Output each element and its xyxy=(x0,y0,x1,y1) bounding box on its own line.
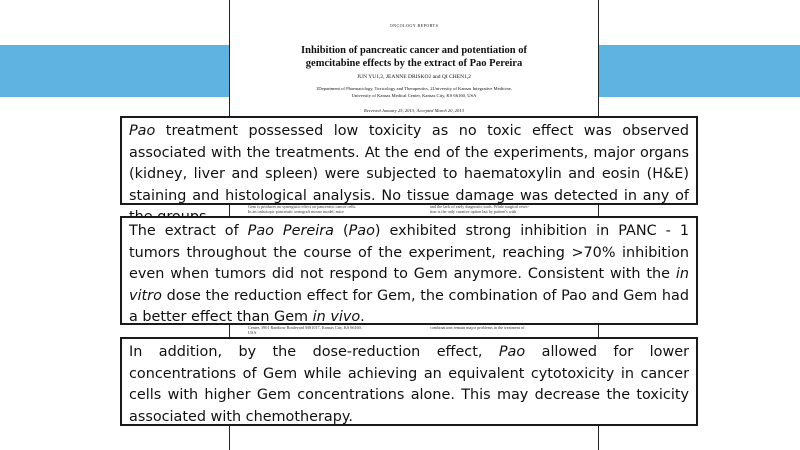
paper-affiliation xyxy=(284,85,544,99)
paper-authors: JUN YU1,2, JEANNE DRISKO2 and QI CHEN1,2 xyxy=(357,74,471,80)
paper-title-line-2: gemcitabine effects by the extract of Pao Pereira xyxy=(305,58,523,69)
box2-text-5: ) exhibited strong inhibition in PANC - 1 tumors throughout the course of the experiment, reaching >70% inhibition even when tumors did not respond to Gem anymore. Consistent with the xyxy=(129,223,689,282)
box2-text-7: dose the reduction effect for Gem, the combination of Pao and Gem had a better effect than Gem xyxy=(129,287,689,325)
box3-text-3: allowed for lower concentrations of Gem while achieving an equivalent cytotoxicity in cancer cells with higher Gem concentrations alone. This may decrease the toxicity associated with chemotherapy. xyxy=(129,344,689,425)
box1-italic-pao: Pao xyxy=(129,123,156,139)
paper-journal: ONCOLOGY REPORTS xyxy=(389,23,439,28)
paper-col-right-line-2: tion is the only curative option but by patient's with xyxy=(430,209,517,215)
box2-italic-in-vivo: in vivo xyxy=(312,309,361,325)
paper-col-left-line-2: In an orthotopic pancreatic xenograft mouse model, mice xyxy=(248,209,344,215)
paper-title-line-1: Inhibition of pancreatic cancer and potentiation of xyxy=(301,45,527,56)
summary-box-toxicity xyxy=(120,116,698,205)
box2-italic-in-vitro: in vitro xyxy=(129,266,689,304)
box3-italic-pao: Pao xyxy=(498,344,526,360)
summary-box-dose-reduction xyxy=(120,337,698,426)
paper-affiliation-line-2: University of Kansas Medical Center, Kansas City, KS 66160, USA xyxy=(351,93,477,98)
box2-text-9: . xyxy=(360,309,365,325)
box2-italic-pao: Pao xyxy=(348,223,375,239)
summary-box-inhibition xyxy=(120,216,698,325)
box1-text: treatment possessed low toxicity as no toxic effect was observed associated with the treatments. At the end of the experiments, major organs (kidney, liver and spleen) were subjected to haematoxylin and eosin (H&E) staining and histological analysis. No tissue damage was detected in any of xyxy=(129,123,689,204)
box3-text-1: In addition, by the dose-reduction effect, xyxy=(129,344,499,360)
paper-col-right-b xyxy=(430,325,580,330)
paper-title xyxy=(274,44,554,70)
paper-affiliation-line-1: 1Department of Pharmacology, Toxicology and Therapeutics, 2University of Kansas Integrative Medicine, xyxy=(315,86,513,91)
paper-received: Received January 25, 2013; Accepted March 20, 2013 xyxy=(364,108,464,113)
paper-col-left-line-4: USA xyxy=(248,330,257,336)
box2-italic-pao-pereira: Pao Pereira xyxy=(247,223,334,239)
box2-text-3: ( xyxy=(333,223,349,239)
paper-col-right-line-3: combinations remain major problems in the treatment of xyxy=(430,325,525,330)
box2-text-1: The extract of xyxy=(129,223,248,239)
